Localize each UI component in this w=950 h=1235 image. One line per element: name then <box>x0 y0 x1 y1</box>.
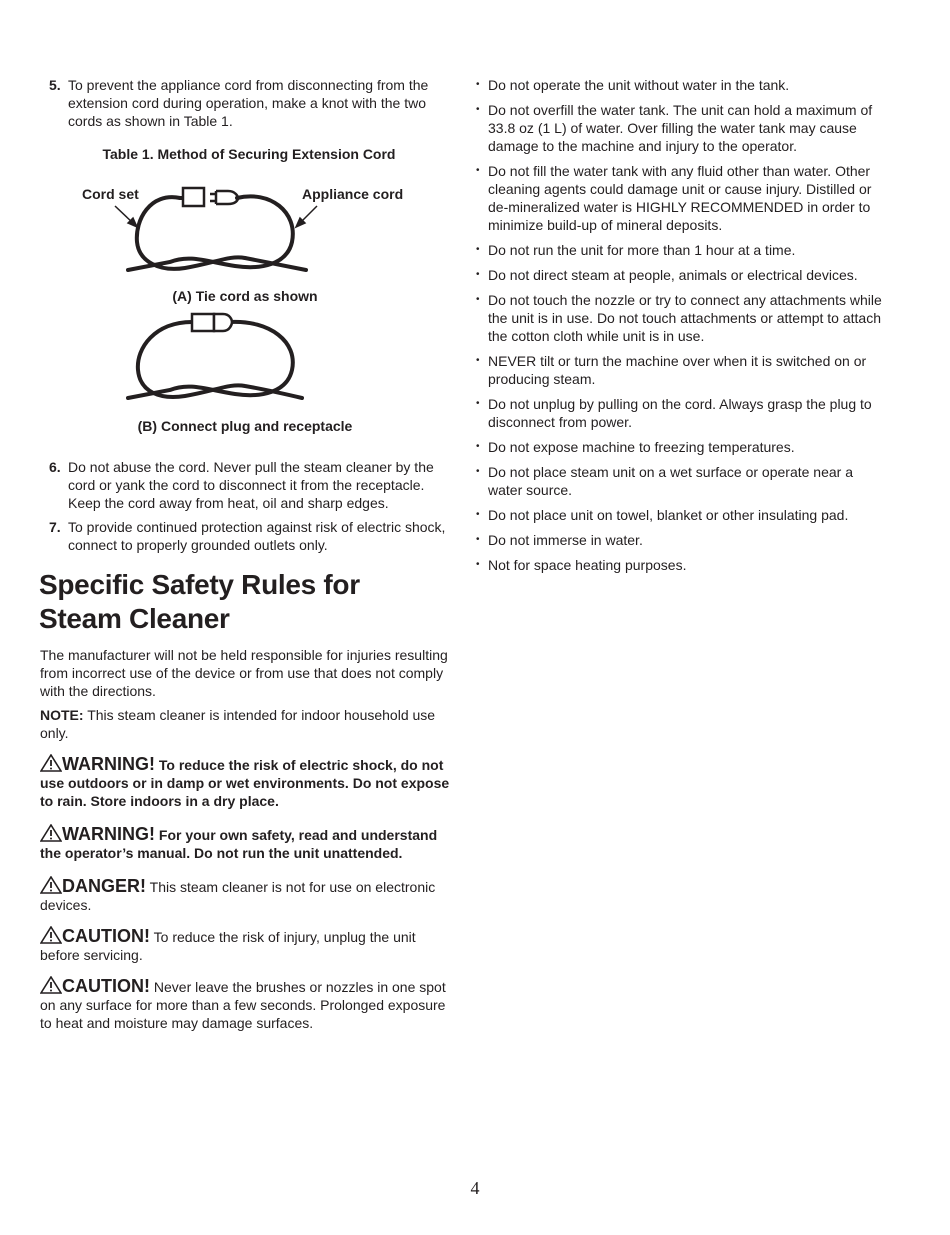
cord-set-label: Cord set <box>82 186 139 202</box>
bullet-text: Do not place steam unit on a wet surface or operate near a water source. <box>488 464 853 498</box>
note-paragraph <box>40 706 450 742</box>
page-number: 4 <box>470 1178 480 1198</box>
danger-electronic-devices <box>40 876 450 914</box>
section-heading: Specific Safety Rules for Steam Cleaner <box>39 569 360 634</box>
numbered-item-7 <box>40 518 450 554</box>
item-text: Do not abuse the cord. Never pull the steam cleaner by the cord or yank the cord to disconnect it from the receptacle. Keep the cord away from heat, oil and sharp edges. <box>68 459 434 511</box>
appliance-cord-label: Appliance cord <box>302 186 404 202</box>
bullet-text: Do not unplug by pulling on the cord. Always grasp the plug to disconnect from power. <box>488 396 872 430</box>
bullet-dot: • <box>476 534 480 545</box>
bullet-dot: • <box>476 79 480 90</box>
bullet-text: Do not expose machine to freezing temperatures. <box>488 439 795 455</box>
bullet-item <box>476 352 886 388</box>
warning-text: This steam cleaner is not for use on electronic devices. <box>40 879 436 913</box>
bullet-text: Do not immerse in water. <box>488 532 643 548</box>
connected-cord-illustration <box>40 312 450 412</box>
bullet-dot: • <box>476 355 480 366</box>
warning-triangle-icon <box>40 876 62 894</box>
warning-text: To reduce the risk of electric shock, do not use outdoors or in damp or wet environments. Do not expose to rain. Store indoors in a dry place. <box>40 757 450 809</box>
bullet-text: Do not fill the water tank with any fluid other than water. Other cleaning agents could damage unit or cause injury. Distilled or de-mineralized water is HIGHLY RECOMMENDED in order to minimize build-up of mineral deposits. <box>488 163 872 233</box>
bullet-dot: • <box>476 269 480 280</box>
bullet-item <box>476 531 886 549</box>
bullet-item <box>476 291 886 345</box>
bullet-list <box>476 76 886 574</box>
caution-brushes <box>40 976 450 1032</box>
bullet-text: Do not place unit on towel, blanket or other insulating pad. <box>488 507 849 523</box>
bullet-item <box>476 395 886 431</box>
warning-text: To reduce the risk of injury, unplug the unit before servicing. <box>40 929 416 963</box>
warning-triangle-icon <box>40 754 62 772</box>
item-number: 6. <box>49 459 61 475</box>
signal-word: DANGER! <box>62 876 146 896</box>
bullet-item <box>476 506 886 524</box>
bullet-item <box>476 162 886 234</box>
warning-triangle-icon <box>40 976 62 994</box>
bullet-item <box>476 463 886 499</box>
bullet-text: Not for space heating purposes. <box>488 557 687 573</box>
bullet-dot: • <box>476 294 480 305</box>
bullet-dot: • <box>476 441 480 452</box>
warning-text: For your own safety, read and understand the operator’s manual. Do not run the unit unattended. <box>40 827 438 861</box>
bullet-text: Do not operate the unit without water in the tank. <box>488 77 790 93</box>
warning-triangle-icon <box>40 824 62 842</box>
bullet-text: Do not overfill the water tank. The unit can hold a maximum of 33.8 oz (1 L) of water. Over filling the water tank may cause damage to the machine and injury to the operator. <box>488 102 873 154</box>
bullet-item <box>476 556 886 574</box>
bullet-text: Do not touch the nozzle or try to connect any attachments while the unit is in use. Do not touch attachments or attempt to attach the cotton cloth while unit is in use. <box>488 292 882 344</box>
bullet-item <box>476 438 886 456</box>
bullet-dot: • <box>476 466 480 477</box>
left-column <box>40 76 450 1032</box>
bullet-item <box>476 266 886 284</box>
item-text: To provide continued protection against risk of electric shock, connect to properly grounded outlets only. <box>68 519 446 553</box>
signal-word: WARNING! <box>62 824 155 844</box>
item-text: To prevent the appliance cord from disconnecting from the extension cord during operation, make a knot with the two cords as shown in Table 1. <box>68 77 429 129</box>
warning-text: Never leave the brushes or nozzles in one spot on any surface for more than a few seconds. Prolonged exposure to heat and moisture may damage surfaces. <box>40 979 446 1031</box>
bullet-text: Do not direct steam at people, animals or electrical devices. <box>488 267 858 283</box>
cord-diagram-a <box>40 170 450 288</box>
tied-cord-illustration <box>40 170 450 288</box>
table-title: Table 1. Method of Securing Extension Cord <box>102 146 396 162</box>
bullet-dot: • <box>476 509 480 520</box>
bullet-dot: • <box>476 559 480 570</box>
item-number: 5. <box>49 77 61 93</box>
bullet-item <box>476 101 886 155</box>
numbered-item-5 <box>40 76 450 130</box>
cord-diagram-b <box>40 312 450 412</box>
caption-a: (A) Tie cord as shown <box>172 288 318 304</box>
numbered-item-6 <box>40 458 450 512</box>
signal-word: CAUTION! <box>62 926 150 946</box>
caption-b: (B) Connect plug and receptacle <box>137 418 353 434</box>
bullet-item <box>476 76 886 94</box>
warning-triangle-icon <box>40 926 62 944</box>
bullet-dot: • <box>476 165 480 176</box>
bullet-item <box>476 241 886 259</box>
signal-word: WARNING! <box>62 754 155 774</box>
note-text: This steam cleaner is intended for indoor household use only. <box>40 707 436 741</box>
warning-read-manual <box>40 824 450 862</box>
bullet-text: NEVER tilt or turn the machine over when it is switched on or producing steam. <box>488 353 867 387</box>
bullet-dot: • <box>476 104 480 115</box>
bullet-text: Do not run the unit for more than 1 hour at a time. <box>488 242 796 258</box>
right-column <box>476 76 886 581</box>
item-number: 7. <box>49 519 61 535</box>
intro-paragraph: The manufacturer will not be held responsible for injuries resulting from incorrect use of the device or from use that does not comply with the directions. <box>40 647 448 699</box>
signal-word: CAUTION! <box>62 976 150 996</box>
bullet-dot: • <box>476 398 480 409</box>
warning-electric-shock <box>40 754 450 810</box>
caution-unplug <box>40 926 450 964</box>
bullet-dot: • <box>476 244 480 255</box>
note-label: NOTE: <box>40 707 84 723</box>
